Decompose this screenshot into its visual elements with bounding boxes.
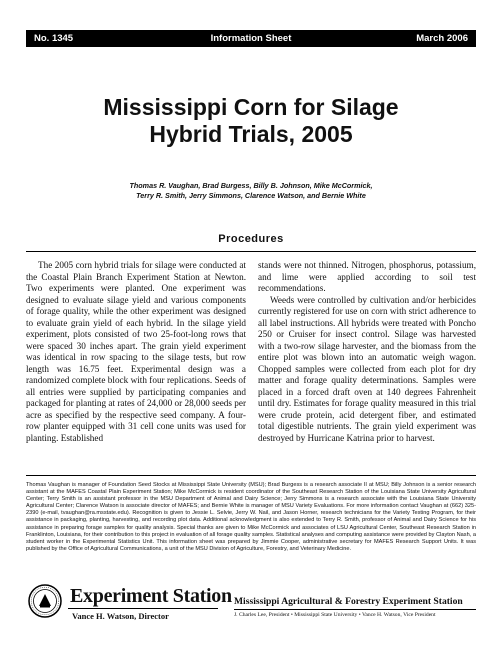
title-line-1: Mississippi Corn for Silage xyxy=(103,94,399,120)
station-director: Vance H. Watson, Director xyxy=(72,611,169,621)
procedures-right-column xyxy=(258,260,476,444)
publication-type: Information Sheet xyxy=(210,33,292,44)
section-divider xyxy=(26,251,476,252)
station-seal-logo xyxy=(28,584,62,618)
header-bar xyxy=(26,30,476,47)
page-title xyxy=(26,94,476,148)
organization-underline xyxy=(234,609,476,610)
footnote-divider xyxy=(26,475,476,476)
procedures-heading: Procedures xyxy=(218,233,284,245)
authors-line-1: Thomas R. Vaughan, Brad Burgess, Billy B. Johnson, Mike McCormick, xyxy=(129,181,373,190)
publication-date: March 2006 xyxy=(416,33,468,44)
title-line-2: Hybrid Trials, 2005 xyxy=(149,121,353,147)
authors-line-2: Terry R. Smith, Jerry Simmons, Clarence Watson, and Bernie White xyxy=(136,191,366,200)
author-list xyxy=(60,181,442,201)
organization-name: Mississippi Agricultural & Forestry Experiment Station xyxy=(234,596,463,607)
station-name: Experiment Station xyxy=(70,585,232,607)
organization-officers: J. Charles Lee, President • Mississippi State University • Vance H. Watson, Vice President xyxy=(234,612,436,618)
procedures-paragraph-2: stands were not thinned. Nitrogen, phosphorus, potassium, and lime were applied according to soil test recommendations. xyxy=(258,260,476,293)
author-footnote: Thomas Vaughan is manager of Foundation Seed Stocks at Mississippi State University (MSU); Brad Burgess is a research associate II at MSU; Billy Johnson is a senior research assistant at the MAFES Coastal Plain Experiment Station; Mike McCormick is resident coordinator of the Southeast Research Station of the Louisiana State University Agricultural Center; Terry Smith is an assistant professor in the MSU Department of Animal and Dairy Science; Jerry Simmons is a research associate with the Louisiana State University Agricultural Center; Clarence Watson is associate director of MAFES; and Bernie White is manager of MSU Variety Evaluations. For more information contact Vaughan at (662) 325-2390 (e-mail, tvaughan@ra.msstate.edu). Recognition is given to Jessie L. Selvie, Jerry W. Nail, and Jason Horner, research technicians for the Variety Testing Program, for their assistance in packaging, planting, harvesting, and recording plot data. Additional acknowledgment is also extended to Terry R. Smith, professor of Animal and Dairy Science for his assistance in preparing forage samples for quality analysis. Special thanks are given to Mike McCormick and associates of LSU Agricultural Center, Southeast Research Station in Franklinton, Louisiana, for their contribution to this project in evaluation of all forage quality samples. Statistical analyses and computing assistance were provided by Clayton Nash, a student worker in the Experimental Statistics Unit. This information sheet was prepared by Jimmie Cooper, administrative secretary for MAFES Research Support Units. It was published by the Office of Agricultural Communications, a unit of the MSU Division of Agriculture, Forestry, and Veterinary Medicine. xyxy=(26,482,476,552)
procedures-paragraph-3: Weeds were controlled by cultivation and/or herbicides currently registered for use on corn with strict adherence to all label instructions. All hybrids were treated with Poncho 250 or Cruiser for insect control. Silage was harvested with a two-row silage harvester, and the biomass from the entire plot was blown into an automatic weigh wagon. Chopped samples were collected from each plot for dry matter and forage quality determinations. Samples were placed in a forced draft oven at 140 degrees Fahrenheit until dry. Estimates for forage quality measured in this trial were crude protein, acid detergent fiber, and estimated total digestible nutrients. The grain yield experiment was destroyed by Hurricane Katrina prior to harvest. xyxy=(258,294,476,443)
procedures-paragraph-1: The 2005 corn hybrid trials for silage were conducted at the Coastal Plain Branch Experiment Station at Newton. Two experiments were planted. One experiment was designed to evaluate silage yield and various components of forage quality, while the other experiment was designed to evaluate grain yield of each hybrid. In the silage yield experiment, plots consisted of two 25-foot-long rows that were spaced 30 inches apart. The grain yield experiment was identical in row spacing to the silage tests, but row length was 16.75 feet. Experimental design was a randomized complete block with four replications. Seeds of all entries were supplied by participating companies and packaged for planting at rates of 24,000 or 28,000 seeds per acre as specified by the respective seed company. A four-row planter equipped with 31 cell cone units was used for planting. Established xyxy=(26,260,246,443)
station-underline xyxy=(68,608,218,609)
publication-number: No. 1345 xyxy=(34,33,74,44)
procedures-left-column xyxy=(26,260,246,444)
